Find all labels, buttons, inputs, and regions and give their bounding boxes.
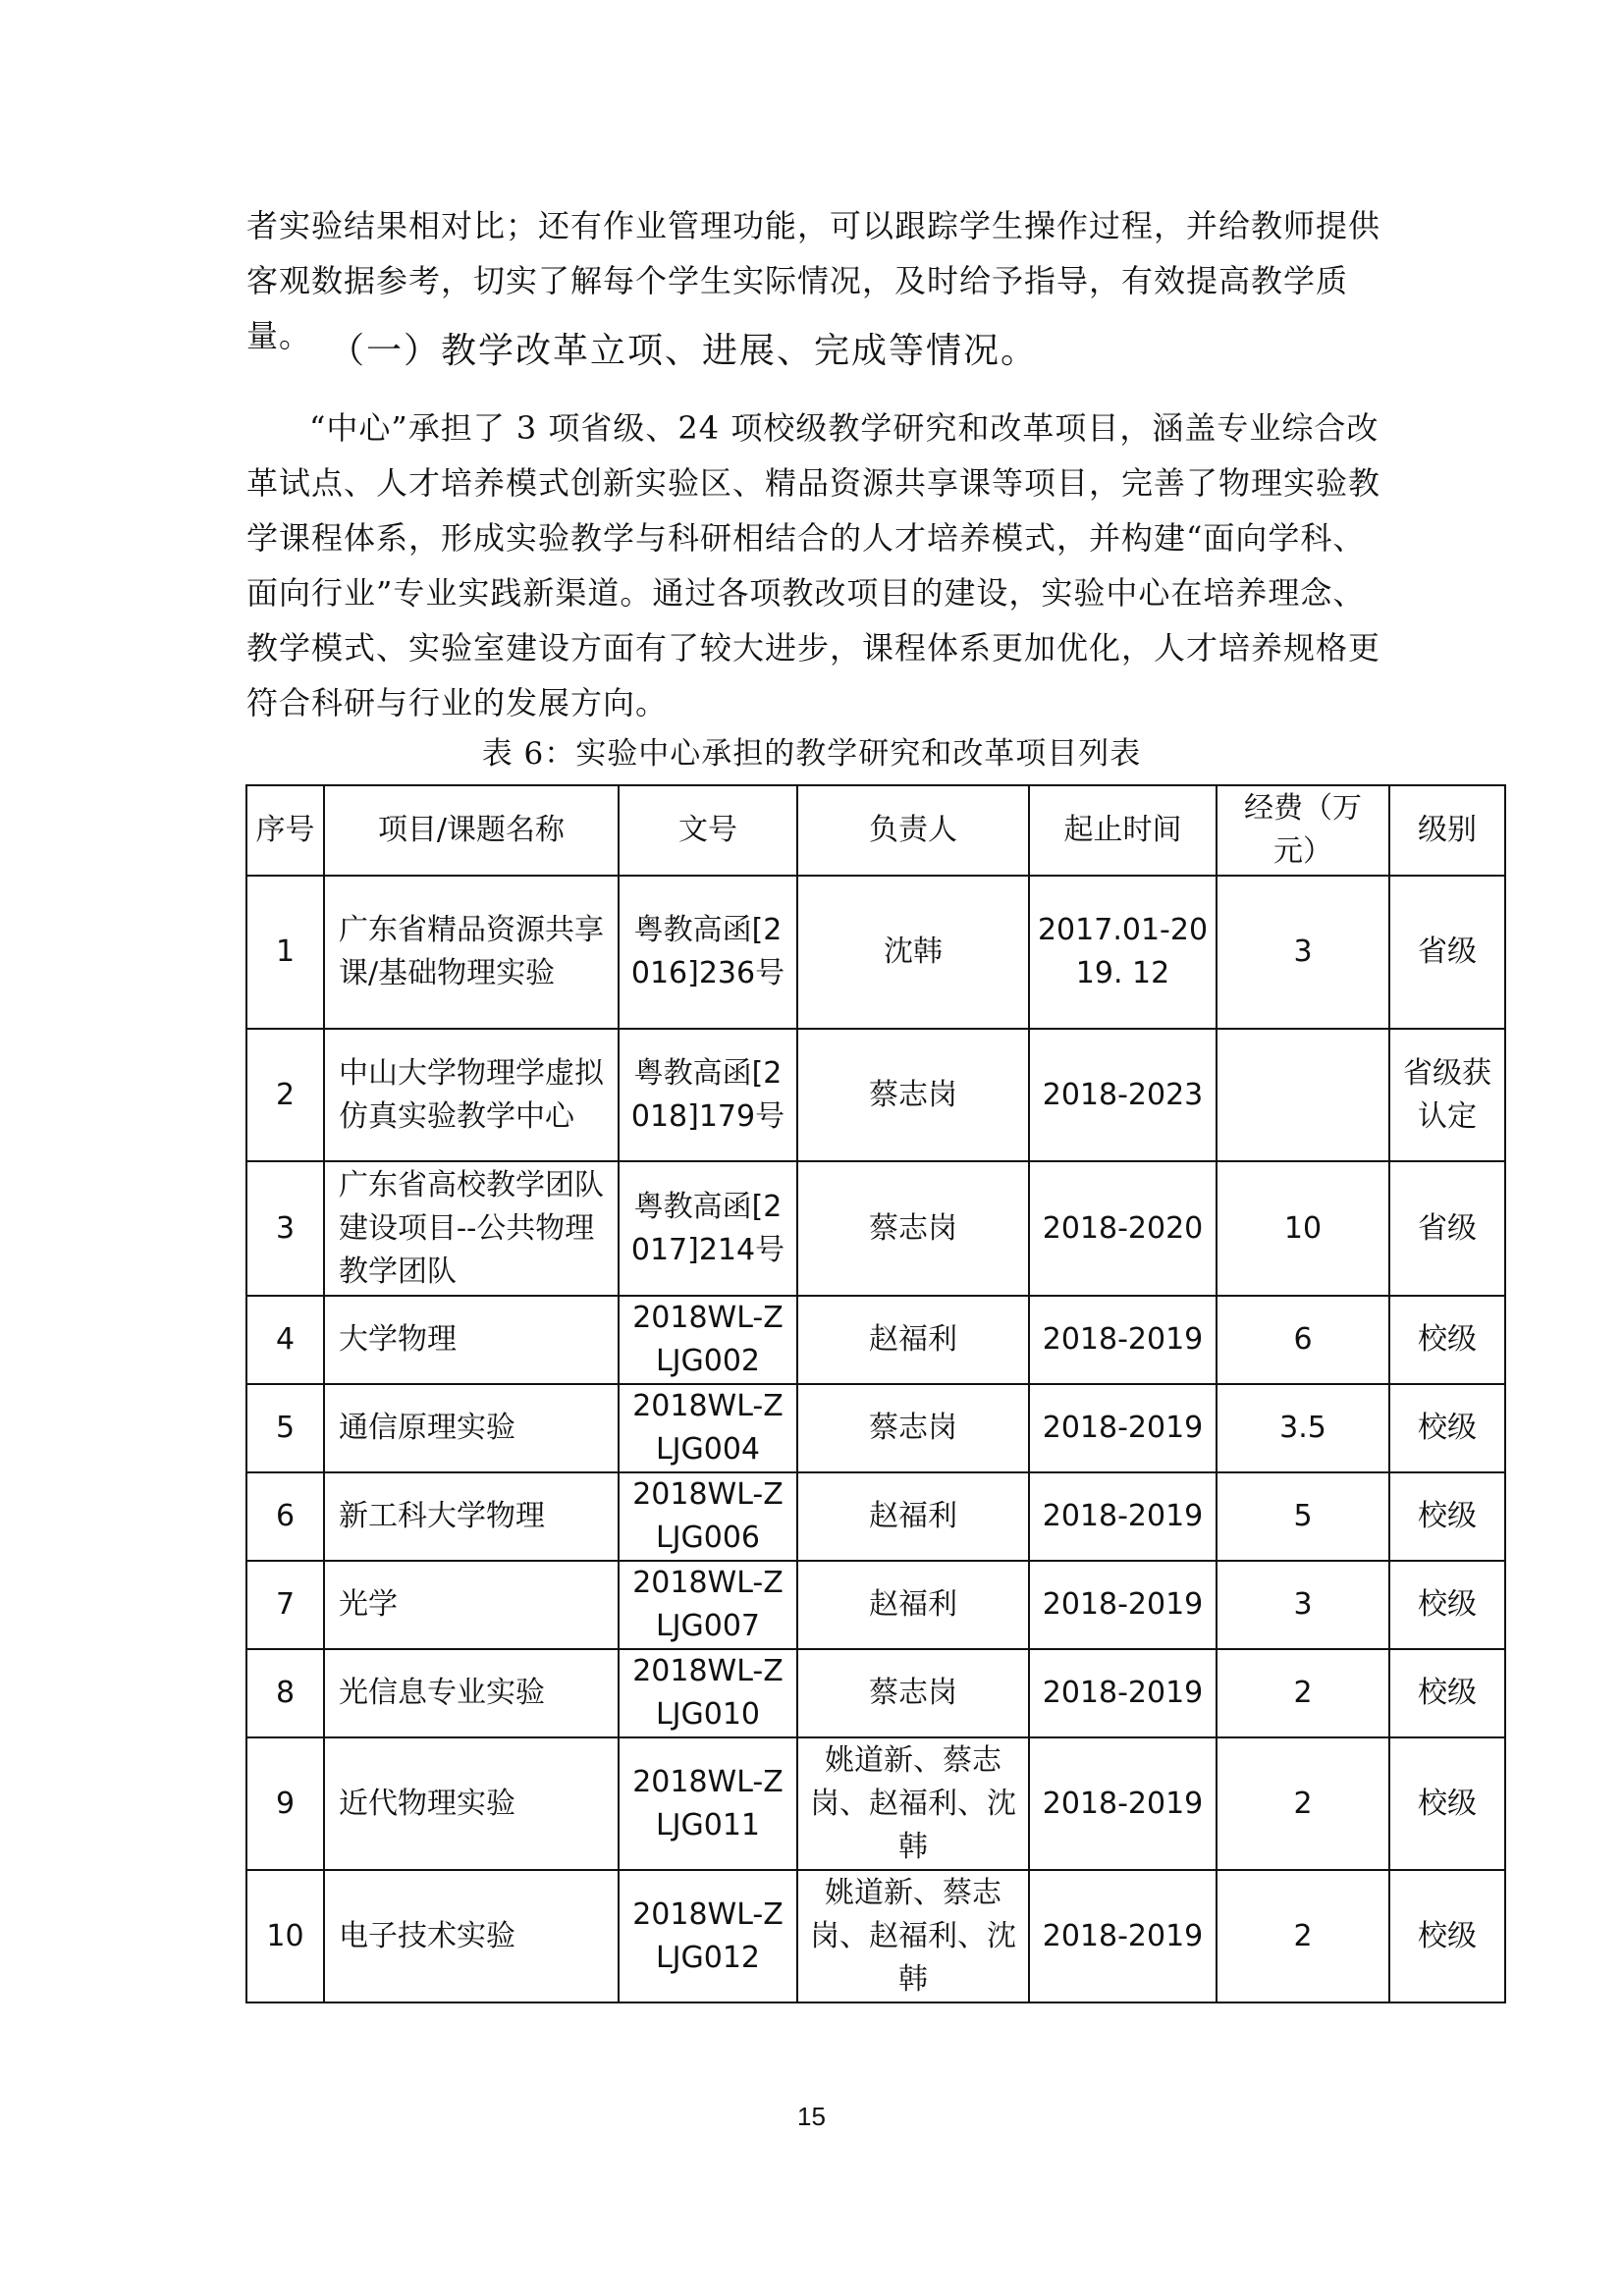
- cell-name: 光学: [324, 1561, 619, 1649]
- cell-seq: 6: [246, 1472, 324, 1561]
- cell-seq: 3: [246, 1161, 324, 1296]
- cell-doc: 2018WL-ZLJG012: [619, 1870, 797, 2002]
- cell-doc: 粤教高函[2018]179号: [619, 1029, 797, 1161]
- table-row: [246, 1737, 1505, 1870]
- cell-name: 中山大学物理学虚拟仿真实验教学中心: [324, 1029, 619, 1161]
- cell-name: 广东省精品资源共享课/基础物理实验: [324, 876, 619, 1029]
- cell-seq: 4: [246, 1296, 324, 1384]
- header-doc: 文号: [619, 785, 797, 876]
- cell-fund: 2: [1217, 1870, 1389, 2002]
- cell-seq: 1: [246, 876, 324, 1029]
- cell-level: 校级: [1389, 1737, 1505, 1870]
- cell-period: 2018-2019: [1029, 1472, 1217, 1561]
- cell-period: 2018-2019: [1029, 1561, 1217, 1649]
- cell-leader: 姚道新、蔡志岗、赵福利、沈韩: [797, 1870, 1029, 2002]
- header-period: 起止时间: [1029, 785, 1217, 876]
- body-paragraph: “中心”承担了 3 项省级、24 项校级教学研究和改革项目，涵盖专业综合改革试点、人才培养模式创新实验区、精品资源共享课等项目，完善了物理实验教学课程体系，形成实验教学与科研相结合的人才培养模式，并构建“面向学科、面向行业”专业实践新渠道。通过各项教改项目的建设，实验中心在培养理念、教学模式、实验室建设方面有了较大进步，课程体系更加优化，人才培养规格更符合科研与行业的发展方向。: [246, 409, 1381, 721]
- cell-fund: 2: [1217, 1649, 1389, 1737]
- cell-leader: 赵福利: [797, 1561, 1029, 1649]
- cell-name: 电子技术实验: [324, 1870, 619, 2002]
- cell-name: 大学物理: [324, 1296, 619, 1384]
- cell-level: 校级: [1389, 1561, 1505, 1649]
- cell-doc: 2018WL-ZLJG007: [619, 1561, 797, 1649]
- header-level: 级别: [1389, 785, 1505, 876]
- cell-seq: 2: [246, 1029, 324, 1161]
- table-row: [246, 1472, 1505, 1561]
- cell-doc: 2018WL-ZLJG004: [619, 1384, 797, 1472]
- table-row: [246, 1561, 1505, 1649]
- table-row: [246, 1161, 1505, 1296]
- table-row: [246, 876, 1505, 1029]
- cell-leader: 赵福利: [797, 1296, 1029, 1384]
- cell-leader: 姚道新、蔡志岗、赵福利、沈韩: [797, 1737, 1029, 1870]
- cell-leader: 蔡志岗: [797, 1384, 1029, 1472]
- header-leader: 负责人: [797, 785, 1029, 876]
- cell-seq: 5: [246, 1384, 324, 1472]
- header-seq: 序号: [246, 785, 324, 876]
- cell-fund: 10: [1217, 1161, 1389, 1296]
- cell-doc: 2018WL-ZLJG011: [619, 1737, 797, 1870]
- cell-level: 省级获认定: [1389, 1029, 1505, 1161]
- cell-fund: 2: [1217, 1737, 1389, 1870]
- cell-name: 通信原理实验: [324, 1384, 619, 1472]
- cell-fund: 3.5: [1217, 1384, 1389, 1472]
- header-fund: 经费（万元）: [1217, 785, 1389, 876]
- cell-seq: 10: [246, 1870, 324, 2002]
- cell-seq: 8: [246, 1649, 324, 1737]
- cell-doc: 2018WL-ZLJG002: [619, 1296, 797, 1384]
- table-caption: 表 6：实验中心承担的教学研究和改革项目列表: [481, 736, 1142, 772]
- header-name: 项目/课题名称: [324, 785, 619, 876]
- cell-period: 2018-2019: [1029, 1296, 1217, 1384]
- cell-period: 2017.01-2019. 12: [1029, 876, 1217, 1029]
- cell-doc: 2018WL-ZLJG006: [619, 1472, 797, 1561]
- cell-level: 校级: [1389, 1472, 1505, 1561]
- cell-fund: 3: [1217, 876, 1389, 1029]
- cell-name: 广东省高校教学团队建设项目--公共物理教学团队: [324, 1161, 619, 1296]
- cell-fund: 3: [1217, 1561, 1389, 1649]
- cell-period: 2018-2019: [1029, 1649, 1217, 1737]
- cell-fund: [1217, 1029, 1389, 1161]
- cell-level: 校级: [1389, 1649, 1505, 1737]
- table-row: [246, 1649, 1505, 1737]
- page-number: 15: [797, 2102, 826, 2131]
- cell-seq: 7: [246, 1561, 324, 1649]
- cell-fund: 6: [1217, 1296, 1389, 1384]
- cell-doc: 粤教高函[2016]236号: [619, 876, 797, 1029]
- cell-period: 2018-2019: [1029, 1870, 1217, 2002]
- table-row: [246, 1029, 1505, 1161]
- cell-leader: 赵福利: [797, 1472, 1029, 1561]
- table-row: [246, 1870, 1505, 2002]
- cell-name: 新工科大学物理: [324, 1472, 619, 1561]
- table-row: [246, 1384, 1505, 1472]
- cell-period: 2018-2023: [1029, 1029, 1217, 1161]
- cell-period: 2018-2020: [1029, 1161, 1217, 1296]
- project-table: [245, 784, 1506, 2003]
- cell-doc: 2018WL-ZLJG010: [619, 1649, 797, 1737]
- table-row: [246, 1296, 1505, 1384]
- cell-period: 2018-2019: [1029, 1737, 1217, 1870]
- cell-leader: 沈韩: [797, 876, 1029, 1029]
- cell-level: 省级: [1389, 876, 1505, 1029]
- cell-leader: 蔡志岗: [797, 1029, 1029, 1161]
- cell-name: 近代物理实验: [324, 1737, 619, 1870]
- cell-level: 省级: [1389, 1161, 1505, 1296]
- cell-seq: 9: [246, 1737, 324, 1870]
- cell-doc: 粤教高函[2017]214号: [619, 1161, 797, 1296]
- cell-name: 光信息专业实验: [324, 1649, 619, 1737]
- cell-leader: 蔡志岗: [797, 1161, 1029, 1296]
- table-header-row: [246, 785, 1505, 876]
- cell-level: 校级: [1389, 1296, 1505, 1384]
- cell-level: 校级: [1389, 1384, 1505, 1472]
- intro-paragraph: 者实验结果相对比；还有作业管理功能，可以跟踪学生操作过程，并给教师提供客观数据参考，切实了解每个学生实际情况，及时给予指导，有效提高教学质量。: [246, 207, 1381, 354]
- cell-level: 校级: [1389, 1870, 1505, 2002]
- cell-fund: 5: [1217, 1472, 1389, 1561]
- section-heading: （一）教学改革立项、进展、完成等情况。: [329, 331, 1039, 371]
- cell-leader: 蔡志岗: [797, 1649, 1029, 1737]
- cell-period: 2018-2019: [1029, 1384, 1217, 1472]
